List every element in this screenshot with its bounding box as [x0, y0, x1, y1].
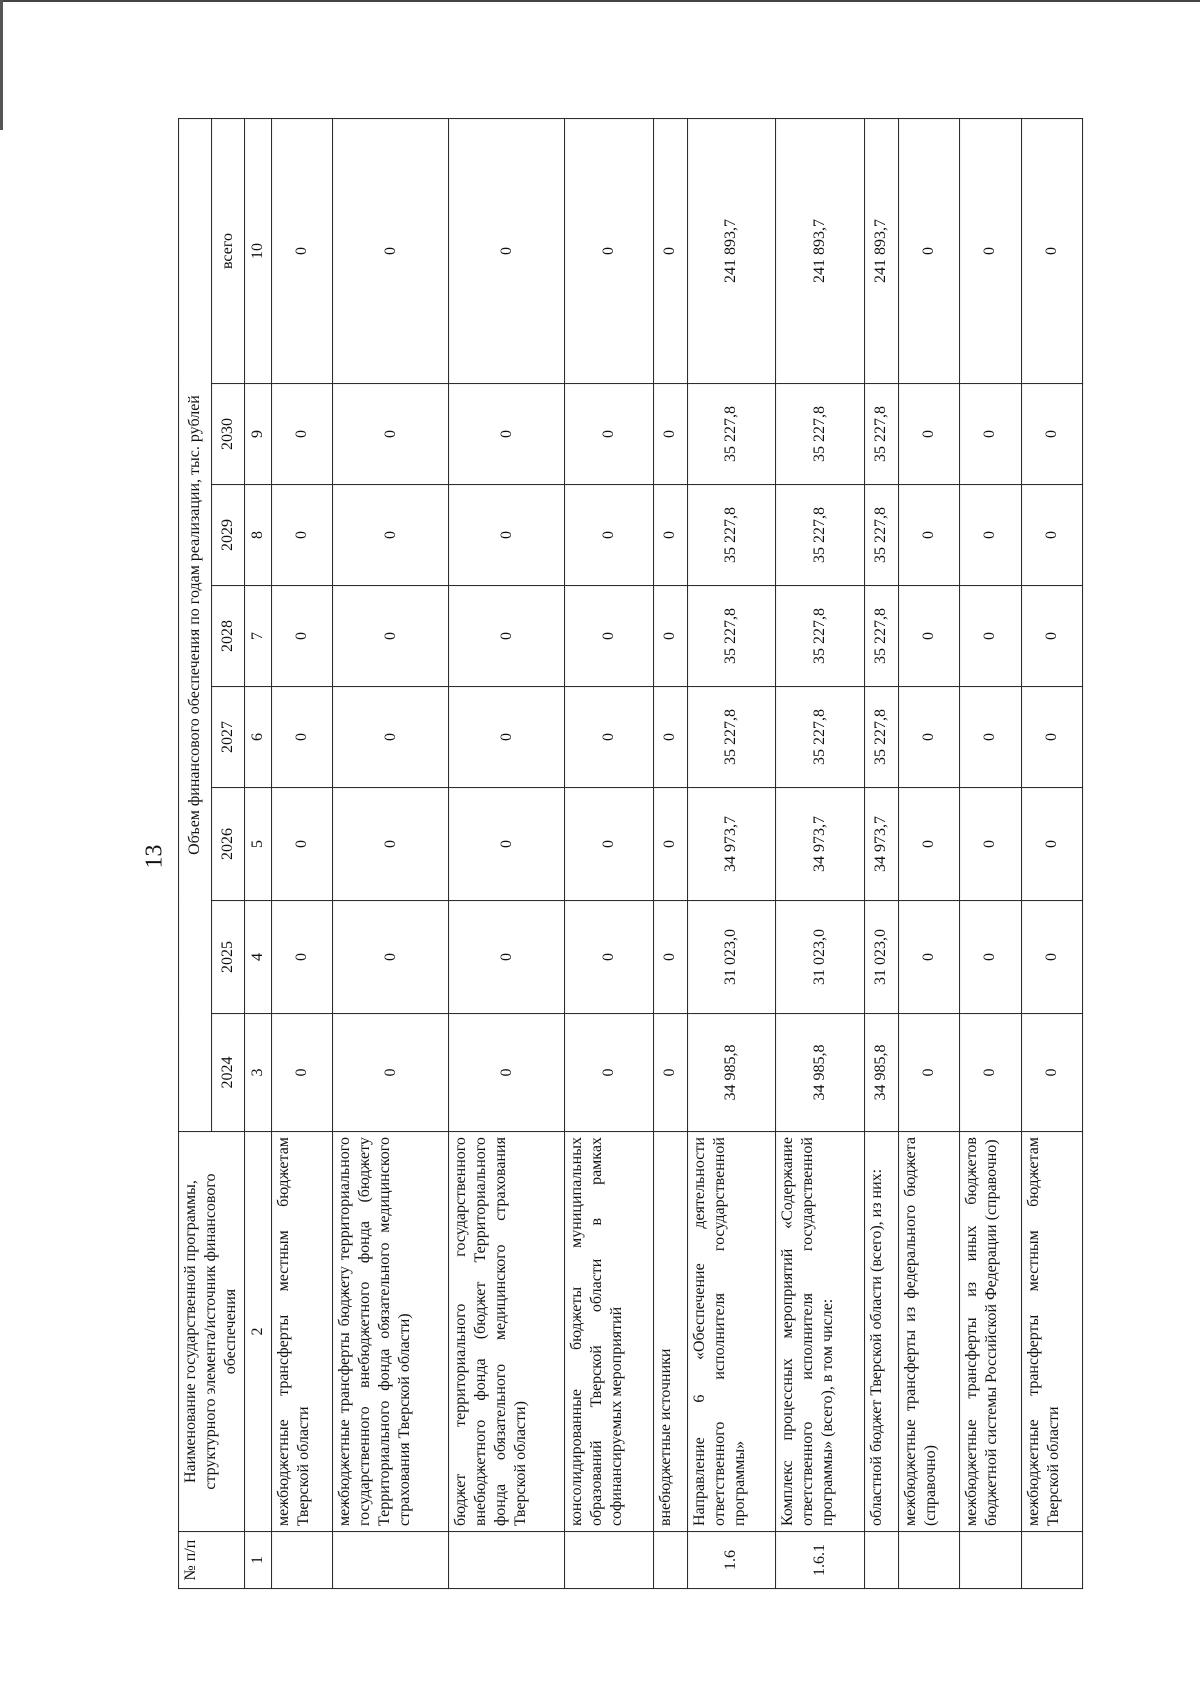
row-value: 0	[1021, 686, 1082, 787]
row-value: 0	[959, 585, 1020, 686]
row-value: 0	[564, 585, 653, 686]
row-value: 34 973,7	[687, 787, 776, 900]
row-number: 1.6	[687, 1531, 776, 1588]
row-value: 0	[332, 686, 448, 787]
row-value: 0	[332, 484, 448, 585]
row-value: 0	[898, 383, 959, 484]
row-value: 0	[959, 484, 1020, 585]
table-row	[332, 118, 448, 1588]
row-number: 1.6.1	[775, 1531, 864, 1588]
row-value: 0	[271, 686, 332, 787]
row-value: 0	[959, 900, 1020, 1013]
table-row	[564, 118, 653, 1588]
row-number	[271, 1531, 332, 1588]
page-number: 13	[141, 844, 168, 869]
header-year: 2030	[211, 383, 244, 484]
header-year: 2027	[211, 686, 244, 787]
scan-edge-top	[0, 0, 1200, 2]
row-value: 0	[653, 787, 687, 900]
row-value: 0	[564, 118, 653, 383]
table-row	[959, 118, 1020, 1588]
header-year: 2025	[211, 900, 244, 1013]
row-number	[332, 1531, 448, 1588]
row-value: 35 227,8	[687, 686, 776, 787]
row-value: 34 985,8	[687, 1013, 776, 1131]
row-value: 35 227,8	[687, 585, 776, 686]
row-value: 0	[564, 484, 653, 585]
row-value: 0	[448, 787, 564, 900]
row-value: 0	[653, 900, 687, 1013]
row-value: 241 893,7	[687, 118, 776, 383]
row-value: 0	[1021, 484, 1082, 585]
scan-edge-left	[0, 0, 3, 130]
row-value: 0	[332, 1013, 448, 1131]
table-body	[271, 118, 1082, 1588]
row-number	[564, 1531, 653, 1588]
row-value: 0	[898, 1013, 959, 1131]
row-value: 0	[332, 383, 448, 484]
row-value: 35 227,8	[687, 383, 776, 484]
row-value: 0	[959, 383, 1020, 484]
table-row	[898, 118, 959, 1588]
row-value: 0	[332, 787, 448, 900]
row-value: 0	[1021, 787, 1082, 900]
row-value: 0	[959, 118, 1020, 383]
row-value: 0	[1021, 585, 1082, 686]
row-value: 35 227,8	[775, 484, 864, 585]
row-value: 31 023,0	[687, 900, 776, 1013]
header-year: 2028	[211, 585, 244, 686]
table-row	[448, 118, 564, 1588]
row-name: Комплекс процессных мероприятий «Содержание ответственного исполнителя государственной программы» (всего), в том числе:	[775, 1131, 864, 1531]
row-value: 0	[271, 484, 332, 585]
row-value: 34 973,7	[864, 787, 898, 900]
row-name: межбюджетные трансферты из федерального бюджета (справочно)	[898, 1131, 959, 1531]
header-index-row	[244, 118, 271, 1588]
row-number	[959, 1531, 1020, 1588]
row-number	[864, 1531, 898, 1588]
row-value: 35 227,8	[687, 484, 776, 585]
row-name: межбюджетные трансферты местным бюджетам Тверской области	[1021, 1131, 1082, 1531]
column-index-cell: 6	[244, 686, 271, 787]
table-row	[271, 118, 332, 1588]
header-no: № п/п	[178, 1531, 244, 1588]
column-index-cell: 10	[244, 118, 271, 383]
row-value: 0	[332, 585, 448, 686]
row-name: областной бюджет Тверской области (всего), из них:	[864, 1131, 898, 1531]
row-value: 31 023,0	[775, 900, 864, 1013]
row-value: 34 973,7	[775, 787, 864, 900]
row-number	[653, 1531, 687, 1588]
row-number	[1021, 1531, 1082, 1588]
row-value: 241 893,7	[775, 118, 864, 383]
row-name: внебюджетные источники	[653, 1131, 687, 1531]
header-year: 2029	[211, 484, 244, 585]
row-value: 0	[653, 383, 687, 484]
header-year: 2024	[211, 1013, 244, 1131]
header-year: всего	[211, 118, 244, 383]
row-value: 0	[271, 787, 332, 900]
row-value: 35 227,8	[864, 484, 898, 585]
row-value: 0	[332, 118, 448, 383]
row-value: 0	[898, 787, 959, 900]
row-value: 0	[448, 383, 564, 484]
header-name: Наименование государственной программы, структурного элемента/источник финансового обеспечения	[178, 1131, 244, 1531]
row-value: 0	[271, 383, 332, 484]
row-value: 35 227,8	[775, 383, 864, 484]
financing-table	[178, 117, 1083, 1588]
row-name: межбюджетные трансферты из иных бюджетов бюджетной системы Российской Федерации (справочно)	[959, 1131, 1020, 1531]
row-value: 0	[271, 118, 332, 383]
table-row	[653, 118, 687, 1588]
header-funding-group: Объем финансового обеспечения по годам реализации, тыс. рублей	[178, 118, 211, 1131]
table-row	[775, 118, 864, 1588]
row-value: 0	[271, 900, 332, 1013]
row-value: 0	[1021, 900, 1082, 1013]
row-value: 35 227,8	[775, 686, 864, 787]
column-index-cell: 1	[244, 1531, 271, 1588]
row-name: межбюджетные трансферты бюджету территориального государственного внебюджетного фонда (бюджету Территориального фонда обязательного медицинского страхования Тверской области)	[332, 1131, 448, 1531]
header-year: 2026	[211, 787, 244, 900]
row-value: 0	[1021, 383, 1082, 484]
row-value: 0	[564, 686, 653, 787]
row-value: 0	[959, 787, 1020, 900]
row-value: 0	[898, 118, 959, 383]
column-index-cell: 5	[244, 787, 271, 900]
row-value: 0	[1021, 118, 1082, 383]
row-value: 0	[898, 900, 959, 1013]
row-value: 34 985,8	[775, 1013, 864, 1131]
row-value: 0	[564, 383, 653, 484]
row-name: бюджет территориального государственного внебюджетного фонда (бюджет Территориального фонда обязательного медицинского страхования Тверской области)	[448, 1131, 564, 1531]
row-value: 0	[448, 686, 564, 787]
row-value: 0	[898, 484, 959, 585]
row-number	[898, 1531, 959, 1588]
row-value: 31 023,0	[864, 900, 898, 1013]
row-value: 0	[653, 484, 687, 585]
column-index-cell: 3	[244, 1013, 271, 1131]
column-index-cell: 9	[244, 383, 271, 484]
row-number	[448, 1531, 564, 1588]
row-value: 0	[448, 118, 564, 383]
row-value: 0	[564, 787, 653, 900]
column-index-cell: 4	[244, 900, 271, 1013]
row-value: 34 985,8	[864, 1013, 898, 1131]
financing-table-container	[177, 118, 1082, 1588]
row-value: 35 227,8	[864, 383, 898, 484]
table-row	[1021, 118, 1082, 1588]
row-value: 0	[898, 585, 959, 686]
row-value: 0	[448, 1013, 564, 1131]
row-name: межбюджетные трансферты местным бюджетам Тверской области	[271, 1131, 332, 1531]
column-index-cell: 8	[244, 484, 271, 585]
row-value: 0	[959, 1013, 1020, 1131]
row-value: 0	[564, 900, 653, 1013]
row-value: 0	[1021, 1013, 1082, 1131]
row-value: 0	[898, 686, 959, 787]
row-value: 0	[448, 484, 564, 585]
row-value: 0	[271, 585, 332, 686]
row-value: 0	[448, 585, 564, 686]
row-value: 0	[653, 686, 687, 787]
row-value: 0	[448, 900, 564, 1013]
row-value: 0	[653, 1013, 687, 1131]
column-index-cell: 7	[244, 585, 271, 686]
row-value: 0	[653, 118, 687, 383]
row-value: 0	[959, 686, 1020, 787]
row-value: 0	[564, 1013, 653, 1131]
table-row	[864, 118, 898, 1588]
row-name: консолидированные бюджеты муниципальных образований Тверской области в рамках софинансируемых мероприятий	[564, 1131, 653, 1531]
row-value: 35 227,8	[864, 686, 898, 787]
row-value: 35 227,8	[775, 585, 864, 686]
table-row	[687, 118, 776, 1588]
row-name: Направление 6 «Обеспечение деятельности ответственного исполнителя государственной программы»	[687, 1131, 776, 1531]
row-value: 35 227,8	[864, 585, 898, 686]
row-value: 0	[653, 585, 687, 686]
row-value: 241 893,7	[864, 118, 898, 383]
row-value: 0	[332, 900, 448, 1013]
column-index-cell: 2	[244, 1131, 271, 1531]
row-value: 0	[271, 1013, 332, 1131]
